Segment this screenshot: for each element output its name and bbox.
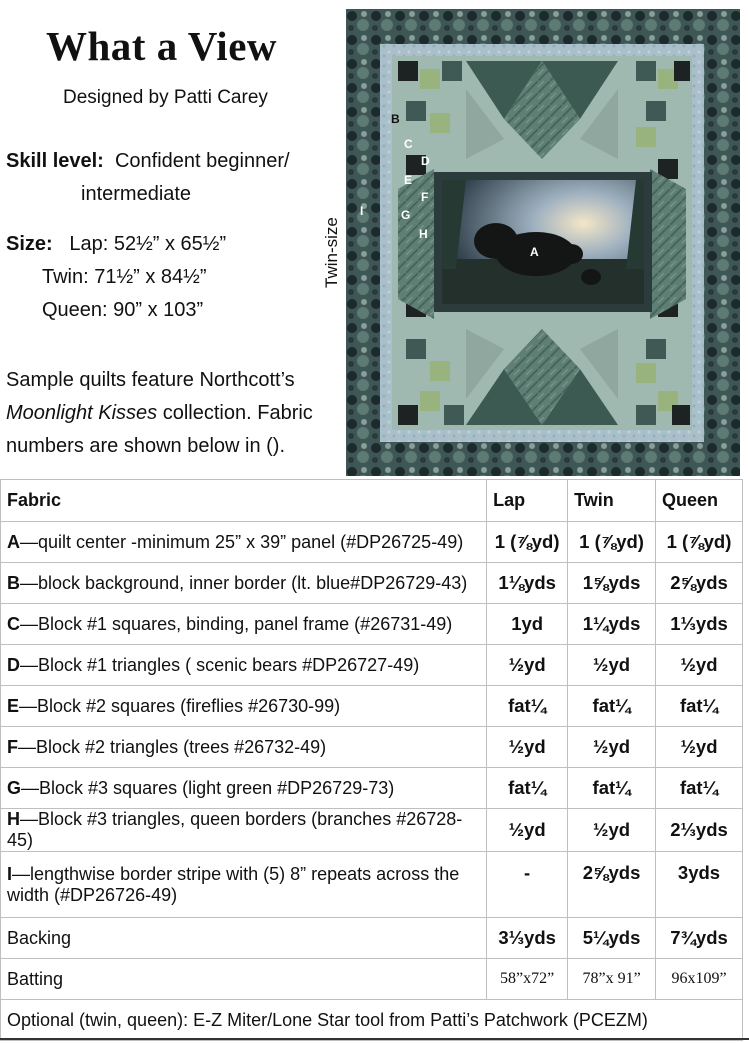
fabric-desc-cont: width (#DP26726-49) [7, 884, 178, 905]
twin-amount: ½yd [568, 809, 656, 852]
skill-level-value2: intermediate [81, 183, 192, 205]
lap-amount: fat¼ [487, 686, 568, 727]
fabric-desc: —block background, inner border (lt. blue#DP26729-43) [20, 572, 468, 593]
table-row [1, 809, 743, 852]
queen-amount: ½yd [656, 645, 743, 686]
fabric-key: B [7, 572, 20, 593]
header-queen: Queen [656, 480, 743, 522]
sample-line2 [6, 402, 313, 425]
header-lap: Lap [487, 480, 568, 522]
skill-level-value: Confident beginner/ [114, 150, 290, 172]
table-row [1, 645, 743, 686]
fabric-desc: —lengthwise border stripe with (5) 8” repeats across the [12, 863, 460, 884]
lap-amount: ½yd [487, 645, 568, 686]
queen-amount: 2⅓yds [656, 809, 743, 852]
table-row [1, 563, 743, 604]
sample-line1: Sample quilts feature Northcott’s [6, 369, 295, 391]
fabric-desc: —Block #2 triangles (trees #26732-49) [18, 736, 327, 757]
lap-amount: ½yd [487, 809, 568, 852]
fabric-desc: —Block #3 triangles, queen borders (branches #26728-45) [7, 809, 463, 850]
quilt-label-e: E [404, 173, 413, 187]
table-row-border [1, 852, 743, 918]
lap-amount: fat¼ [487, 768, 568, 809]
twin-amount: 1 (⅞yd) [568, 522, 656, 563]
lap-amount: ½yd [487, 727, 568, 768]
fabric-desc: —Block #3 squares (light green #DP26729-73) [21, 777, 395, 798]
lap-amount: 58”x72” [487, 959, 568, 1000]
fabric-desc: —Block #1 squares, binding, panel frame (#26731-49) [20, 613, 453, 634]
queen-amount: ½yd [656, 727, 743, 768]
queen-amount: 3yds [656, 852, 743, 918]
queen-amount: 1⅓yds [656, 604, 743, 645]
sample-line2-rest: collection. Fabric [157, 402, 313, 424]
table-row [1, 686, 743, 727]
size-queen: Queen: 90” x 103” [42, 299, 204, 321]
quilt-label-i: I [360, 204, 364, 218]
fabric-key: F [7, 736, 18, 757]
table-row [1, 522, 743, 563]
quilt-label-b: B [391, 112, 400, 126]
queen-amount: fat¼ [656, 686, 743, 727]
fabric-desc: —Block #2 squares (fireflies #26730-99) [19, 695, 341, 716]
quilt-image [346, 9, 740, 476]
queen-amount: 2⅝yds [656, 563, 743, 604]
table-row [1, 727, 743, 768]
quilt-label-c: C [404, 137, 413, 151]
fabric-desc: —quilt center -minimum 25” x 39” panel (#DP26725-49) [20, 531, 464, 552]
fabric-key: C [7, 613, 20, 634]
twin-amount: 78”x 91” [568, 959, 656, 1000]
backing-label: Backing [1, 918, 487, 959]
twin-amount: 2⅝yds [568, 852, 656, 918]
fabric-table [0, 479, 743, 1041]
fabric-key: A [7, 531, 20, 552]
batting-label: Batting [1, 959, 487, 1000]
skill-level-label: Skill level: [6, 150, 104, 172]
fabric-key: I [7, 863, 13, 884]
queen-amount: 7¾yds [656, 918, 743, 959]
twin-size-label: Twin-size [322, 217, 341, 288]
table-header [1, 480, 743, 522]
lap-amount: 1yd [487, 604, 568, 645]
queen-amount: 1 (⅞yd) [656, 522, 743, 563]
twin-amount: 1¼yds [568, 604, 656, 645]
table-row [1, 604, 743, 645]
quilt-label-h: H [419, 227, 428, 241]
optional-note: Optional (twin, queen): E-Z Miter/Lone Star tool from Patti’s Patchwork (PCEZM) [1, 1000, 743, 1041]
fabric-key: D [7, 654, 20, 675]
fabric-desc: —Block #1 triangles ( scenic bears #DP26727-49) [20, 654, 420, 675]
queen-amount: 96x109” [656, 959, 743, 1000]
twin-amount: ½yd [568, 727, 656, 768]
twin-amount: ½yd [568, 645, 656, 686]
quilt-label-a: A [530, 245, 539, 259]
lap-amount: 1 (⅞yd) [487, 522, 568, 563]
table-row-backing [1, 918, 743, 959]
table-row-optional [1, 1000, 743, 1041]
fabric-key: H [7, 809, 20, 829]
table-row-batting [1, 959, 743, 1000]
lap-amount: 1⅛yds [487, 563, 568, 604]
fabric-key: G [7, 777, 22, 798]
quilt-label-f: F [421, 190, 429, 204]
size-twin: Twin: 71½” x 84½” [42, 266, 207, 288]
lap-amount: 3⅓yds [487, 918, 568, 959]
pattern-title: What a View [46, 23, 277, 69]
table-row [1, 768, 743, 809]
size-lap-line [6, 233, 226, 256]
queen-amount: fat¼ [656, 768, 743, 809]
twin-amount: 1⅝yds [568, 563, 656, 604]
twin-amount: fat¼ [568, 686, 656, 727]
fabric-key: E [7, 695, 20, 716]
quilt-label-d: D [421, 154, 430, 168]
size-lap: Lap: 52½” x 65½” [69, 233, 227, 255]
designer-credit: Designed by Patti Carey [63, 87, 268, 108]
size-label: Size: [6, 233, 53, 255]
bottom-rule [0, 1038, 749, 1040]
header-twin: Twin [568, 480, 656, 522]
lap-amount: - [487, 852, 568, 918]
header-fabric: Fabric [1, 480, 487, 522]
quilt-label-g: G [401, 208, 411, 222]
collection-name: Moonlight Kisses [6, 402, 158, 424]
twin-amount: fat¼ [568, 768, 656, 809]
twin-amount: 5¼yds [568, 918, 656, 959]
sample-line3: numbers are shown below in (). [6, 435, 286, 457]
skill-level-line1 [6, 150, 290, 173]
